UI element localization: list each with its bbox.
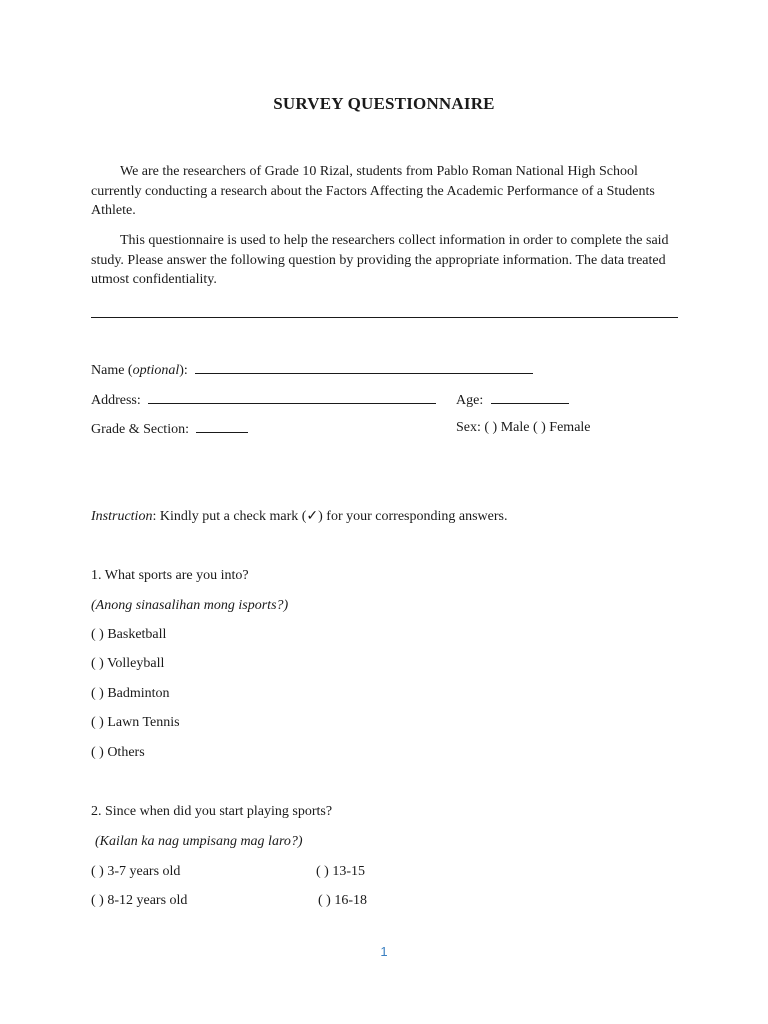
address-label: Address: xyxy=(91,393,141,408)
divider-line xyxy=(91,317,678,318)
age-field-row xyxy=(456,390,569,410)
question-2-translation: (Kailan ka nag umpisang mag laro?) xyxy=(95,834,303,849)
grade-field-row xyxy=(91,419,248,439)
q1-option-lawn-tennis[interactable]: ( ) Lawn Tennis xyxy=(91,715,180,730)
address-field-row xyxy=(91,390,436,410)
sex-field[interactable]: Sex: ( ) Male ( ) Female xyxy=(456,420,591,435)
age-label: Age: xyxy=(456,393,484,408)
instruction-label: Instruction xyxy=(91,509,153,524)
name-field-row xyxy=(91,360,533,380)
q1-option-others[interactable]: ( ) Others xyxy=(91,745,145,760)
instruction-text: : Kindly put a check mark (✓) for your corresponding answers. xyxy=(152,509,508,524)
q2-option-16-18[interactable]: ( ) 16-18 xyxy=(318,893,367,908)
name-input-line[interactable] xyxy=(195,360,533,374)
address-input-line[interactable] xyxy=(148,390,436,404)
intro-paragraph-1: We are the researchers of Grade 10 Rizal, students from Pablo Roman National High School currently conducting a research about the Factors Affecting the Academic Performance of a Students Athlete. xyxy=(91,164,655,218)
grade-section-label: Grade & Section: xyxy=(91,422,189,437)
q1-option-basketball[interactable]: ( ) Basketball xyxy=(91,627,167,642)
question-1-translation: (Anong sinasalihan mong isports?) xyxy=(91,598,289,613)
instruction-line xyxy=(91,508,507,526)
name-label-suffix: ): xyxy=(179,363,188,378)
page-number: 1 xyxy=(380,944,388,959)
grade-section-input-line[interactable] xyxy=(196,419,248,433)
q2-option-3-7[interactable]: ( ) 3-7 years old xyxy=(91,864,181,879)
q2-option-13-15[interactable]: ( ) 13-15 xyxy=(316,864,365,879)
name-optional-label: optional xyxy=(132,363,180,378)
q1-option-badminton[interactable]: ( ) Badminton xyxy=(91,686,170,701)
age-input-line[interactable] xyxy=(491,390,569,404)
q1-option-volleyball[interactable]: ( ) Volleyball xyxy=(91,656,165,671)
question-2: 2. Since when did you start playing sports? xyxy=(91,804,333,819)
q2-option-8-12[interactable]: ( ) 8-12 years old xyxy=(91,893,188,908)
intro-paragraph-2: This questionnaire is used to help the researchers collect information in order to complete the said study. Please answer the following question by providing the appropriate information. The data treated utmost confidentiality. xyxy=(91,233,669,287)
question-1: 1. What sports are you into? xyxy=(91,568,249,583)
name-label: Name ( xyxy=(91,363,133,378)
page-title: SURVEY QUESTIONNAIRE xyxy=(273,94,495,113)
